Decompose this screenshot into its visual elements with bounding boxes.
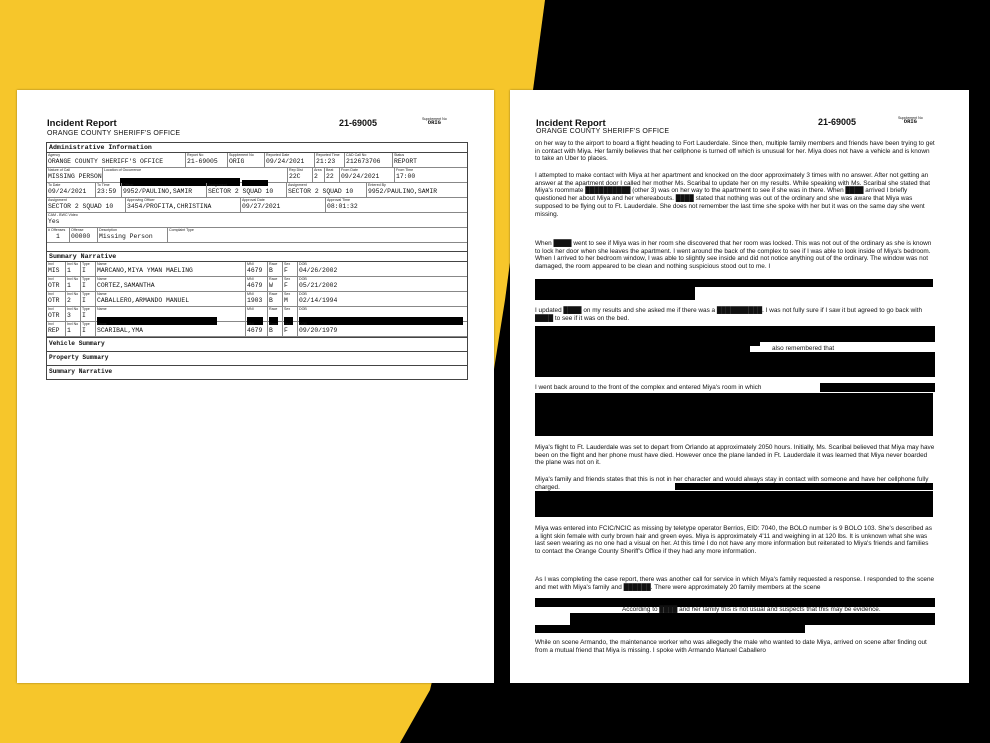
narrative-paragraph-5: I went back around to the front of the complex and entered Miya's room in which bbox=[535, 384, 762, 391]
to-date-value: 09/24/2021 bbox=[48, 187, 87, 195]
person-name-value: SCARIBAL,YMA bbox=[97, 326, 144, 334]
person-row: Invl OTR Invl No 3 Type I Name MNI Race Sex DOB bbox=[47, 307, 467, 322]
offense-code-value: 00000 bbox=[71, 232, 91, 240]
admin-row-5: CAM - BWC Video Yes bbox=[47, 213, 467, 228]
narrative-paragraph-2: I attempted to make contact with Miya at her apartment and knocked on the door approximately 3 times with no answer. After not getting an answer at the apartment door I called her mother Ms. Scaribal to update her on my results. While speaking with Ms. Scaribal she stated that Miya's roommate ██████████ (other 3) was on her way to the apartment to see if she was in there. When ████ arrived I briefly questioned her about Miya and her whereabouts. ████ stated that nothing was out of the ordinary and she was aware that Miya was supposed to be flying out to Ft. Lauderdale. She does not remember the last time she spoke with her but it was on the same day she went missing. bbox=[535, 172, 930, 218]
redaction-block bbox=[820, 383, 935, 392]
report-title-2: Incident Report bbox=[536, 118, 606, 129]
narrative-paragraph-6: Miya's flight to Ft. Lauderdale was set to depart from Orlando at approximately 2050 hours. Initially, Ms. Scaribal believed that Miya may have been on the flight and her phone must have died. However once the plane landed in Ft. Lauderdale it was learned that Miya never boarded the plane was not on it. bbox=[535, 444, 935, 467]
person-invl-no-value: 1 bbox=[67, 281, 71, 289]
person-sex-value: F bbox=[284, 281, 288, 289]
person-race-value: B bbox=[269, 266, 273, 274]
from-time-value: 17:00 bbox=[396, 172, 416, 180]
reported-date-value: 09/24/2021 bbox=[266, 157, 305, 165]
person-sex-value: F bbox=[284, 266, 288, 274]
narrative-paragraph-9: As I was completing the case report, there was another call for service in which Miya's family requested a response. I responded to the scene and met with Miya's family and ██████. There were approximately 20 family members at the scene bbox=[535, 576, 935, 591]
person-invl-value: MIS bbox=[48, 266, 60, 274]
person-type-value: I bbox=[82, 311, 86, 319]
offense-description-value: Missing Person bbox=[99, 232, 153, 240]
person-mni-value: 1903 bbox=[247, 296, 263, 304]
narrative-paragraph-8: Miya was entered into FCIC/NCIC as missing by teletype operator Berrios, EID: 7040, the BOLO number is 9 BOLO 103. She's described as a light skin female with curly brown hair and green eyes. Miya is approximately 4'11 and weighing in at 120 lbs. It is unknown what she was last seen wearing as no one had a visual on her. At this time I do not have any more information but reiterated to Miya's friends and families to contact the Orange County Sheriff's Office if they had any more information. bbox=[535, 525, 932, 556]
cad-call-value: 212673706 bbox=[346, 157, 381, 165]
cam-bwc-value: Yes bbox=[48, 217, 60, 225]
nature-of-call-value: MISSING PERSON bbox=[48, 172, 102, 180]
narrative-paragraph-7: Miya's family and friends states that this is not in her character and would always stay in contact with someone and have her cellphone fully charged. bbox=[535, 476, 929, 491]
incident-report-page-2 bbox=[510, 90, 969, 683]
person-invl-value: OTR bbox=[48, 311, 60, 319]
rep-dist-value: 22C bbox=[289, 172, 301, 180]
officer-value: 9952/PAULINO,SAMIR bbox=[123, 187, 193, 195]
person-race-value: W bbox=[269, 281, 273, 289]
incident-report-page-1 bbox=[17, 90, 494, 683]
admin-row-1: Agency ORANGE COUNTY SHERIFF'S OFFICE Report No 21-69005 Supplement No ORIG Reported Date 09/24/2021 Reported Time 21:23 CAD Call No 212673706 Status REPORT bbox=[47, 153, 467, 168]
person-name-value: MARCANO,MIYA YMAN MAELING bbox=[97, 266, 193, 274]
reported-time-value: 21:23 bbox=[316, 157, 336, 165]
section-summary-header: Summary Narrative bbox=[47, 251, 467, 262]
person-dob-value: 09/20/1979 bbox=[299, 326, 338, 334]
to-time-value: 23:59 bbox=[97, 187, 117, 195]
person-invl-value: OTR bbox=[48, 296, 60, 304]
offenses-count-value: 1 bbox=[56, 232, 60, 240]
beat-value: 22 bbox=[326, 172, 334, 180]
redaction-block bbox=[675, 483, 933, 490]
person-invl-no-value: 2 bbox=[67, 296, 71, 304]
entered-by-value: 9952/PAULINO,SAMIR bbox=[368, 187, 438, 195]
person-sex-value: M bbox=[284, 296, 288, 304]
person-type-value: I bbox=[82, 266, 86, 274]
supplement-label-2: Supplement No ORIG bbox=[898, 116, 923, 125]
person-row: Invl REP Invl No 1 Type I Name SCARIBAL,YMA MNI 4679 Race B Sex F DOB 09/20/1979 bbox=[47, 322, 467, 337]
assignment-2-value: SECTOR 2 SQUAD 10 bbox=[288, 187, 354, 195]
report-no-value: 21-69005 bbox=[187, 157, 218, 165]
admin-row-3: To Date 09/24/2021 To Time 23:59 Officer 9952/PAULINO,SAMIR Assignment SECTOR 2 SQUAD 10 Assignment SECTOR 2 SQUAD 10 Entered By 9952/PAULINO,SAMIR bbox=[47, 183, 467, 198]
person-name-value: CABALLERO,ARMANDO MANUEL bbox=[97, 296, 190, 304]
approving-officer-value: 3454/PROFITA,CHRISTINA bbox=[127, 202, 212, 210]
person-row: Invl OTR Invl No 1 Type I Name CORTEZ,SAMANTHA MNI 4679 Race W Sex F DOB 05/21/2002 bbox=[47, 277, 467, 292]
narrative-paragraph-3: When ████ went to see if Miya was in her room she discovered that her room was locked. This was not out of the ordinary as she is known to lock her door when she leaves the apartment. I went around the back of the complex to see if I was able to look inside of Miya's bedroom. When I arrived to her bedroom window, I was able to slightly see inside and did not notice anything out of the ordinary. The window was not damaged, the room appeared to be clean and nothing suspicious stood out to me. I bbox=[535, 240, 932, 271]
status-value: REPORT bbox=[394, 157, 418, 165]
agency-value: ORANGE COUNTY SHERIFF'S OFFICE bbox=[48, 157, 164, 165]
from-date-value: 09/24/2021 bbox=[341, 172, 380, 180]
agency-name-2: ORANGE COUNTY SHERIFF'S OFFICE bbox=[536, 128, 670, 135]
person-race-value: B bbox=[269, 296, 273, 304]
footer-section-2: Summary Narrative bbox=[47, 365, 467, 379]
narrative-paragraph-4b: also remembered that bbox=[772, 345, 835, 352]
admin-row-6: # Offenses 1 Offense 00000 Description Missing Person Complaint Type bbox=[47, 228, 467, 243]
person-mni-value: 4679 bbox=[247, 266, 263, 274]
agency-name: ORANGE COUNTY SHERIFF'S OFFICE bbox=[47, 130, 181, 137]
redaction-block bbox=[535, 279, 933, 287]
redaction-block bbox=[535, 625, 805, 633]
person-dob-value: 04/26/2002 bbox=[299, 266, 338, 274]
redaction-block bbox=[535, 287, 695, 300]
person-race-value: B bbox=[269, 326, 273, 334]
involved-persons-list bbox=[47, 262, 467, 337]
person-type-value: I bbox=[82, 281, 86, 289]
assignment-3-value: SECTOR 2 SQUAD 10 bbox=[48, 202, 114, 210]
report-title: Incident Report bbox=[47, 118, 117, 129]
person-mni-value: 4679 bbox=[247, 326, 263, 334]
approval-date-value: 09/27/2021 bbox=[242, 202, 281, 210]
report-form bbox=[46, 142, 468, 380]
redaction-block bbox=[750, 342, 760, 346]
person-sex-value: F bbox=[284, 326, 288, 334]
person-row: Invl MIS Invl No 1 Type I Name MARCANO,MIYA YMAN MAELING MNI 4679 Race B Sex F DOB 04/26/2002 bbox=[47, 262, 467, 277]
footer-section-1: Property Summary bbox=[47, 351, 467, 365]
redaction-block bbox=[570, 613, 935, 625]
person-type-value: I bbox=[82, 296, 86, 304]
person-type-value: I bbox=[82, 326, 86, 334]
admin-row-4: Assignment SECTOR 2 SQUAD 10 Approving Officer 3454/PROFITA,CHRISTINA Approval Date 09/27/2021 Approval Time 08:01:32 bbox=[47, 198, 467, 213]
person-invl-value: OTR bbox=[48, 281, 60, 289]
supplement-label: Supplement No ORIG bbox=[422, 117, 447, 126]
area-value: 2 bbox=[314, 172, 318, 180]
person-invl-no-value: 1 bbox=[67, 326, 71, 334]
person-invl-value: REP bbox=[48, 326, 60, 334]
report-number: 21-69005 bbox=[339, 118, 378, 128]
person-row: Invl OTR Invl No 2 Type I Name CABALLERO,ARMANDO MANUEL MNI 1903 Race B Sex M DOB 02/14/1994 bbox=[47, 292, 467, 307]
person-invl-no-value: 3 bbox=[67, 311, 71, 319]
redaction-block bbox=[535, 393, 933, 436]
narrative-paragraph-1: on her way to the airport to board a flight heading to Fort Lauderdale. Since then, multiple family members and friends have been trying to get in contact with Miya. Her family believes that her cellphone is turned off which is unusual for her. Miya does not have a vehicle and is known to take an Uber to places. bbox=[535, 140, 935, 163]
person-invl-no-value: 1 bbox=[67, 266, 71, 274]
redaction-block bbox=[535, 352, 935, 377]
footer-sections bbox=[47, 337, 467, 379]
section-admin-header: Administrative Information bbox=[47, 143, 467, 153]
footer-section-0: Vehicle Summary bbox=[47, 337, 467, 351]
admin-row-2: Nature of Call MISSING PERSON Location of Occurrence Rep Dist 22C Area 2 Beat 22 From Date 09/24/2021 From Time 17:00 bbox=[47, 168, 467, 183]
report-number-2: 21-69005 bbox=[818, 117, 857, 127]
person-name-value: CORTEZ,SAMANTHA bbox=[97, 281, 155, 289]
narrative-paragraph-4: I updated ████ on my results and she asked me if there was a ██████████. I was not fully sure if I saw it but agreed to go back with ████ to see if it was on the bed. bbox=[535, 307, 922, 322]
assignment-value: SECTOR 2 SQUAD 10 bbox=[208, 187, 274, 195]
narrative-paragraph-9b: According to ████ and her family this is not usual and suspects that this may be evidence. bbox=[622, 606, 881, 613]
person-mni-value: 4679 bbox=[247, 281, 263, 289]
redaction-block bbox=[535, 326, 935, 342]
person-dob-value: 02/14/1994 bbox=[299, 296, 338, 304]
supplement-value: ORIG bbox=[229, 157, 245, 165]
person-dob-value: 05/21/2002 bbox=[299, 281, 338, 289]
narrative-paragraph-10: While on scene Armando, the maintenance worker who was allegedly the male who wanted to date Miya, arrived on scene after finding out from a mutual friend that Miya is missing. I spoke with Armando Manuel Caballero bbox=[535, 639, 927, 654]
redaction-block bbox=[535, 491, 933, 517]
approval-time-value: 08:01:32 bbox=[327, 202, 358, 210]
